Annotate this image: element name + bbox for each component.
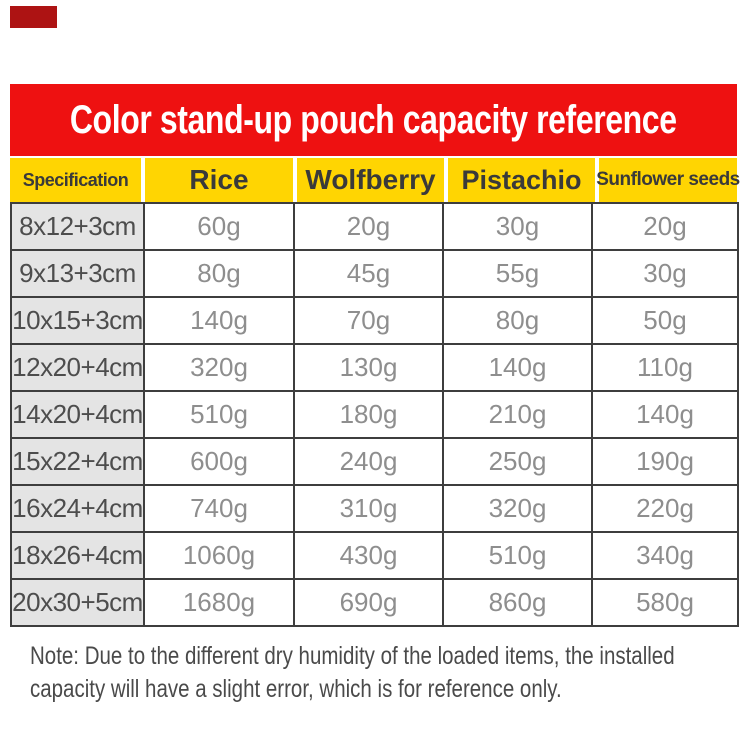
spec-cell: 18x26+4cm [11, 532, 144, 579]
title-banner [10, 84, 737, 156]
capacity-cell: 690g [294, 579, 443, 626]
table-row [11, 438, 738, 485]
spec-cell: 14x20+4cm [11, 391, 144, 438]
spec-cell: 9x13+3cm [11, 250, 144, 297]
capacity-cell: 70g [294, 297, 443, 344]
capacity-cell: 30g [443, 203, 592, 250]
capacity-cell: 240g [294, 438, 443, 485]
capacity-cell: 55g [443, 250, 592, 297]
capacity-cell: 140g [592, 391, 738, 438]
capacity-cell: 340g [592, 532, 738, 579]
spec-cell: 15x22+4cm [11, 438, 144, 485]
spec-cell: 8x12+3cm [11, 203, 144, 250]
capacity-cell: 580g [592, 579, 738, 626]
table-row [11, 579, 738, 626]
capacity-cell: 45g [294, 250, 443, 297]
spec-cell: 10x15+3cm [11, 297, 144, 344]
capacity-cell: 140g [443, 344, 592, 391]
capacity-cell: 600g [144, 438, 294, 485]
spec-cell: 12x20+4cm [11, 344, 144, 391]
capacity-cell: 20g [592, 203, 738, 250]
note-text [30, 640, 675, 706]
column-header-wolfberry: Wolfberry [297, 158, 444, 202]
capacity-cell: 50g [592, 297, 738, 344]
capacity-cell: 180g [294, 391, 443, 438]
capacity-cell: 210g [443, 391, 592, 438]
column-header-sunflower-seeds: Sunflower seeds [599, 158, 737, 202]
column-header-rice: Rice [145, 158, 293, 202]
capacity-cell: 510g [144, 391, 294, 438]
capacity-cell: 740g [144, 485, 294, 532]
table-row [11, 391, 738, 438]
capacity-cell: 80g [443, 297, 592, 344]
capacity-cell: 510g [443, 532, 592, 579]
capacity-cell: 220g [592, 485, 738, 532]
capacity-cell: 310g [294, 485, 443, 532]
capacity-cell: 430g [294, 532, 443, 579]
capacity-cell: 320g [443, 485, 592, 532]
column-header-pistachio: Pistachio [448, 158, 595, 202]
page-title: Color stand-up pouch capacity reference [70, 97, 677, 142]
table-row [11, 532, 738, 579]
capacity-cell: 320g [144, 344, 294, 391]
table-row [11, 203, 738, 250]
table-row [11, 250, 738, 297]
capacity-cell: 860g [443, 579, 592, 626]
capacity-cell: 60g [144, 203, 294, 250]
corner-mark [10, 6, 57, 28]
spec-cell: 20x30+5cm [11, 579, 144, 626]
note-line-1: Note: Due to the different dry humidity of the loaded items, the installed [30, 642, 675, 670]
capacity-cell: 110g [592, 344, 738, 391]
capacity-cell: 80g [144, 250, 294, 297]
capacity-cell: 1680g [144, 579, 294, 626]
capacity-cell: 1060g [144, 532, 294, 579]
table-row [11, 297, 738, 344]
note-line-2: capacity will have a slight error, which is for reference only. [30, 675, 562, 703]
capacity-table [10, 202, 739, 627]
capacity-cell: 250g [443, 438, 592, 485]
table-header-row [10, 158, 740, 202]
capacity-cell: 190g [592, 438, 738, 485]
capacity-cell: 130g [294, 344, 443, 391]
spec-cell: 16x24+4cm [11, 485, 144, 532]
capacity-cell: 30g [592, 250, 738, 297]
capacity-cell: 140g [144, 297, 294, 344]
table-row [11, 485, 738, 532]
table-row [11, 344, 738, 391]
capacity-cell: 20g [294, 203, 443, 250]
column-header-specification: Specification [10, 158, 141, 202]
